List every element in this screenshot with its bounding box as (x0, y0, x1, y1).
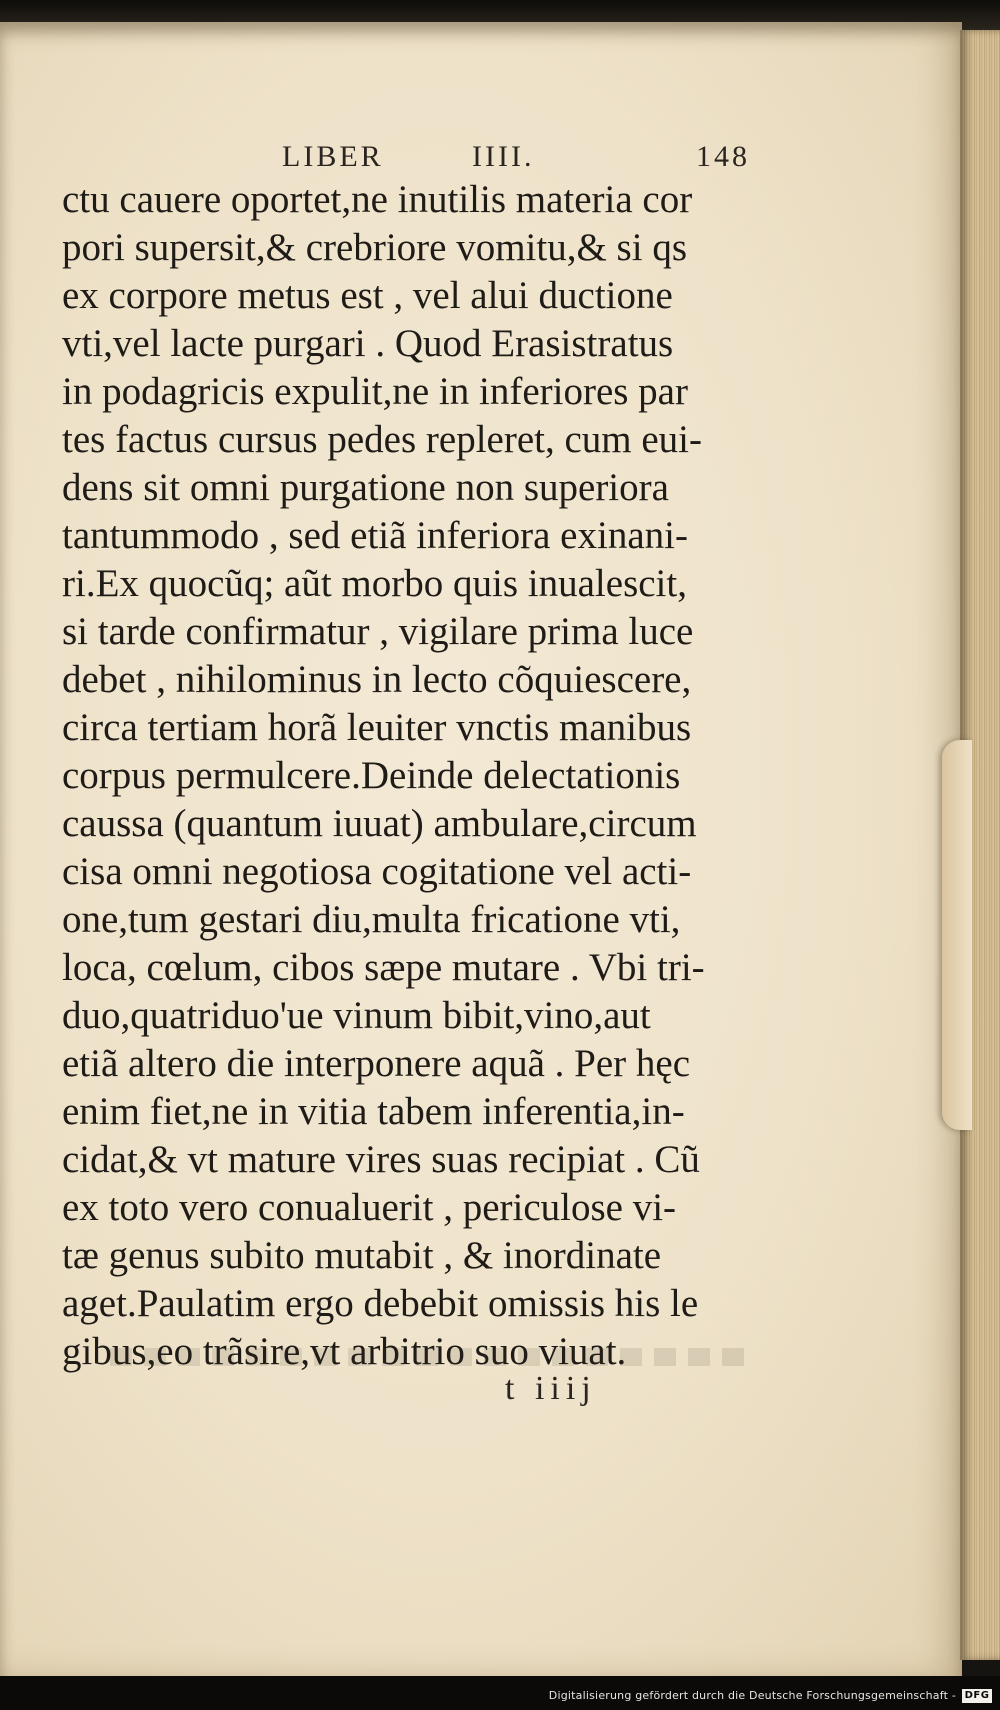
text-line: ri.Ex quocũq; aũt morbo quis inualescit, (62, 562, 687, 605)
text-line: in podagricis expulit,ne in inferiores par (62, 370, 688, 413)
body-text (62, 176, 762, 1376)
running-head (270, 140, 750, 180)
text-line: tantummodo , sed etiã inferiora exinani- (62, 514, 688, 557)
text-line: pori supersit,& crebriore vomitu,& si qs (62, 226, 687, 269)
dfg-logo-icon: DFG (962, 1689, 992, 1703)
running-head-title: LIBER (282, 140, 384, 173)
text-line: gibus,eo trãsire,vt arbitrio suo viuat. (62, 1330, 627, 1373)
text-line: duo,quatriduo'ue vinum bibit,vino,aut (62, 994, 651, 1037)
text-line: tes factus cursus pedes repleret, cum eui- (62, 418, 702, 461)
text-line: etiã altero die interponere aquã . Per hęc (62, 1042, 691, 1085)
signature-mark: t iiij (505, 1370, 597, 1407)
text-line: dens sit omni purgatione non superiora (62, 466, 669, 509)
text-line: loca, cœlum, cibos sæpe mutare . Vbi tri- (62, 946, 705, 989)
page-edge-tab (942, 740, 972, 1130)
folio-number: 148 (696, 140, 750, 173)
text-line: cisa omni negotiosa cogitatione vel acti- (62, 850, 692, 893)
text-line: debet , nihilominus in lecto cõquiescere, (62, 658, 692, 701)
digitization-footer (0, 1676, 1000, 1710)
show-through-bleed (110, 1348, 750, 1366)
book-page (0, 22, 962, 1677)
text-line: aget.Paulatim ergo debebit omissis his le (62, 1282, 699, 1325)
running-head-book-number: IIII. (472, 140, 535, 173)
text-line: ex corpore metus est , vel alui ductione (62, 274, 673, 317)
text-line: cidat,& vt mature vires suas recipiat . Cũ (62, 1138, 700, 1181)
text-line: one,tum gestari diu,multa fricatione vti, (62, 898, 681, 941)
text-line: corpus permulcere.Deinde delectationis (62, 754, 681, 797)
text-line: ctu cauere oportet,ne inutilis materia cor (62, 178, 693, 221)
text-line: tæ genus subito mutabit , & inordinate (62, 1234, 662, 1277)
text-line: enim fiet,ne in vitia tabem inferentia,in- (62, 1090, 685, 1133)
text-line: vti,vel lacte purgari . Quod Erasistratus (62, 322, 674, 365)
funding-credit: Digitalisierung gefördert durch die Deutsche Forschungsgemeinschaft - (548, 1689, 956, 1702)
text-line: circa tertiam horã leuiter vnctis manibus (62, 706, 692, 749)
text-line: ex toto vero conualuerit , periculose vi- (62, 1186, 677, 1229)
text-line: caussa (quantum iuuat) ambulare,circum (62, 802, 697, 845)
text-line: si tarde confirmatur , vigilare prima luce (62, 610, 694, 653)
